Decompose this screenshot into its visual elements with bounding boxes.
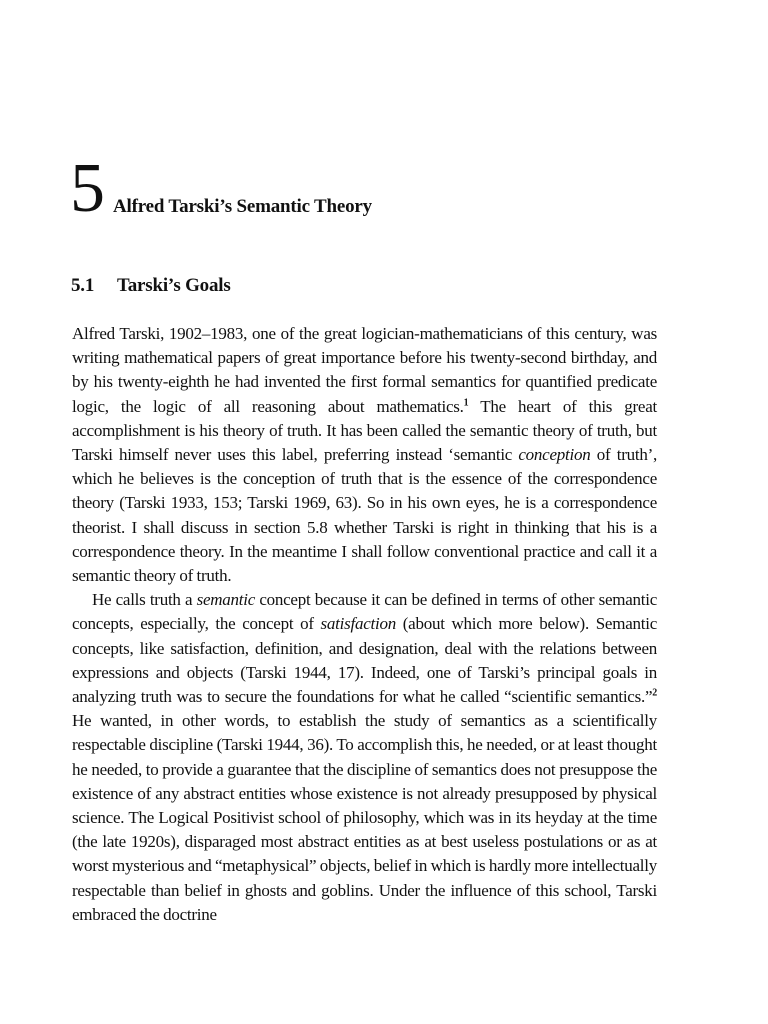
text-run: He wanted, in other words, to establish the study of semantics as a scientifically respectable discipline (Tarski 1944, 36). To accomplish this, he needed, or at least thought he needed, to provide a guarantee that the discipline of semantics does not presuppose the existence of any abstract entities whose existence is not already presupposed by physical science. The Logical Positivist school of philosophy, which was in its heyday at the time (the late 1920s), disparaged most abstract entities as at best useless postulations or as at worst mysterious and “metaphysical” objects, belief in which is hardly more intellectually respectable than belief in ghosts and goblins. Under the influence of this school, Tarski embraced the doctrine bbox=[72, 711, 657, 924]
text-run: concept because it can be defined in terms of other semantic concepts, especially, the concept of bbox=[72, 590, 657, 634]
paragraph-2 bbox=[72, 588, 657, 927]
italic-term: conception bbox=[518, 445, 591, 465]
italic-term: semantic bbox=[196, 590, 256, 610]
section-title: Tarski’s Goals bbox=[117, 275, 231, 296]
text-run: He calls truth a bbox=[92, 590, 197, 610]
chapter-heading bbox=[70, 150, 372, 227]
paragraph-1 bbox=[72, 322, 657, 588]
text-run: of truth’, which he believes is the conception of truth that is the essence of the correspondence theory (Tarski 1933, 153; Tarski 1969, 63). So in his own eyes, he is a correspondence theorist. I shall discuss in section 5.8 whether Tarski is right in thinking that his is a correspondence theory. In the meantime I shall follow conventional practice and call it a semantic theory of truth. bbox=[72, 445, 657, 586]
chapter-title: Alfred Tarski’s Semantic Theory bbox=[113, 196, 372, 217]
text-run: (about which more below). Semantic concepts, like satisfaction, definition, and designation, deal with the relations between expressions and objects (Tarski 1944, 17). Indeed, one of Tarski’s principal goals in analyzing truth was to secure the foundations for what he called “scientific semantics.” bbox=[72, 614, 657, 707]
italic-term: satisfaction bbox=[320, 614, 396, 634]
footnote-marker: 2 bbox=[652, 687, 657, 699]
section-number: 5.1 bbox=[71, 275, 95, 296]
section-heading bbox=[71, 275, 231, 297]
chapter-number: 5 bbox=[70, 150, 104, 227]
body-text bbox=[72, 322, 657, 927]
text-run: Alfred Tarski, 1902–1983, one of the great logician-mathematicians of this century, was writing mathematical papers of great importance before his twenty-second birthday, and by his twenty-eighth he had invented the first formal semantics for quantified predicate logic, the logic of all reasoning about mathematics. bbox=[72, 324, 657, 416]
footnote-marker: 1 bbox=[463, 396, 469, 408]
text-run: The heart of this great accomplishment is his theory of truth. It has been called the semantic theory of truth, but Tarski himself never uses this label, preferring instead ‘semantic bbox=[72, 396, 657, 465]
